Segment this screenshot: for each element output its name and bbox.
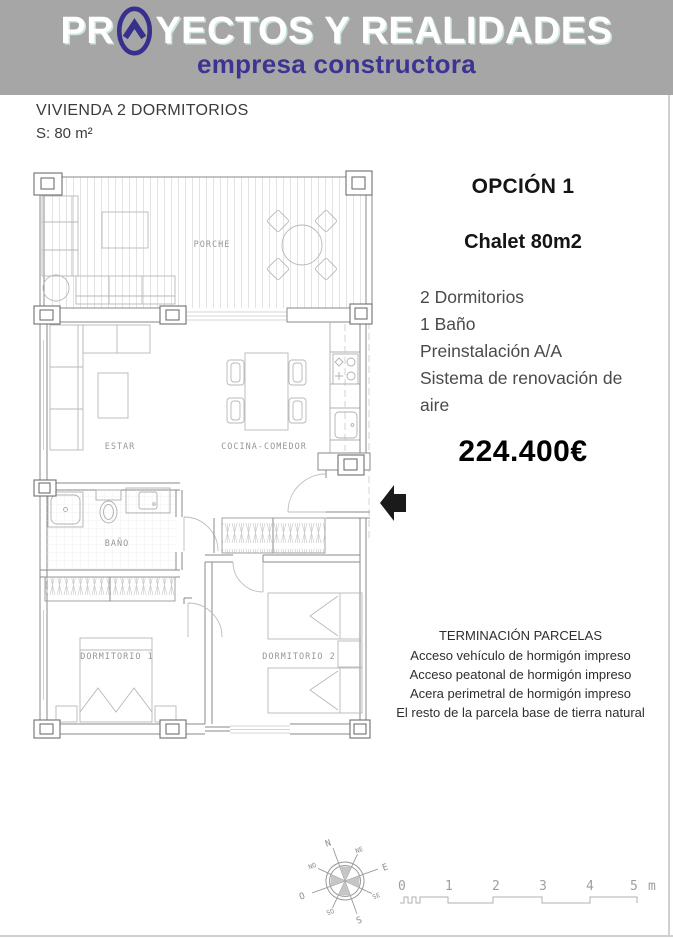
- scale-tick: 3: [539, 879, 547, 894]
- offer-name: Chalet 80m2: [464, 231, 582, 253]
- offer-panel: [398, 175, 648, 469]
- compass-label-no: NO: [307, 861, 318, 872]
- bathroom: [40, 483, 218, 577]
- offer-price: 224.400€: [458, 435, 588, 468]
- parcel-line: Acceso vehículo de hormigón impreso: [410, 648, 631, 663]
- brand-title-prefix: PR: [60, 9, 115, 52]
- room-label-kitchen: COCINA-COMEDOR: [221, 442, 307, 452]
- parcel-line: El resto de la parcela base de tierra natural: [396, 705, 645, 720]
- dining-set: [227, 353, 306, 430]
- wardrobe-bed1: [45, 577, 175, 601]
- room-label-bed2: DORMITORIO 2: [262, 652, 336, 662]
- page-border-bottom: [0, 935, 673, 937]
- scale-unit: m: [648, 879, 656, 894]
- wardrobe-hall: [214, 518, 325, 553]
- compass-label-e: E: [381, 862, 390, 874]
- page-border-right: [668, 95, 670, 937]
- floor-plan: [20, 165, 410, 785]
- offer-feature: Sistema de renovación de aire: [420, 368, 623, 415]
- facade-wall: [40, 308, 357, 322]
- scale-tick: 2: [492, 879, 500, 894]
- compass-and-scale: [285, 835, 670, 935]
- bottom-wall: [40, 724, 360, 734]
- entrance: [288, 453, 370, 518]
- parcel-title: TERMINACIÓN PARCELAS: [438, 628, 602, 643]
- brand-title-suffix: YECTOS Y REALIDADES: [155, 9, 613, 52]
- room-label-porch: PORCHE: [193, 240, 231, 250]
- compass-rose: [298, 836, 390, 927]
- compass-label-n: N: [324, 838, 333, 850]
- parcel-panel: [378, 626, 663, 722]
- parcel-line: Acceso peatonal de hormigón impreso: [409, 667, 632, 682]
- offer-feature: 1 Baño: [420, 314, 476, 334]
- listing-surface: S: 80 m²: [36, 125, 93, 142]
- header-banner: [0, 0, 673, 95]
- brand-logo-icon: [116, 6, 153, 56]
- offer-option-title: OPCIÓN 1: [471, 175, 575, 198]
- entrance-arrow-icon: [380, 485, 406, 521]
- room-label-bed1: DORMITORIO 1: [80, 652, 154, 662]
- scale-tick: 0: [398, 879, 406, 894]
- kitchen-counter: [330, 322, 360, 453]
- brand-subtitle: empresa constructora: [196, 49, 477, 79]
- scale-tick: 1: [445, 879, 453, 894]
- compass-label-ne: NE: [354, 845, 365, 856]
- offer-feature: Preinstalación A/A: [420, 341, 563, 361]
- offer-feature-list: [398, 284, 635, 419]
- scale-tick: 4: [586, 879, 594, 894]
- compass-label-se: SE: [371, 891, 382, 902]
- bed1-furniture: [56, 638, 176, 722]
- scale-tick: 5: [630, 879, 638, 894]
- compass-label-o: O: [298, 891, 307, 903]
- room-label-bath: BAÑO: [104, 539, 130, 549]
- offer-feature: 2 Dormitorios: [420, 287, 525, 307]
- hall-walls: [184, 555, 360, 724]
- compass-label-s: S: [355, 915, 364, 927]
- room-label-living: ESTAR: [104, 442, 136, 452]
- listing-heading: [36, 102, 249, 142]
- scale-bar: [398, 879, 656, 903]
- parcel-line: Acera perimetral de hormigón impreso: [409, 686, 632, 701]
- living-furniture: [50, 325, 150, 450]
- listing-title: VIVIENDA 2 DORMITORIOS: [36, 102, 249, 119]
- compass-label-so: SO: [325, 907, 336, 918]
- scale-bar-line: [400, 897, 637, 903]
